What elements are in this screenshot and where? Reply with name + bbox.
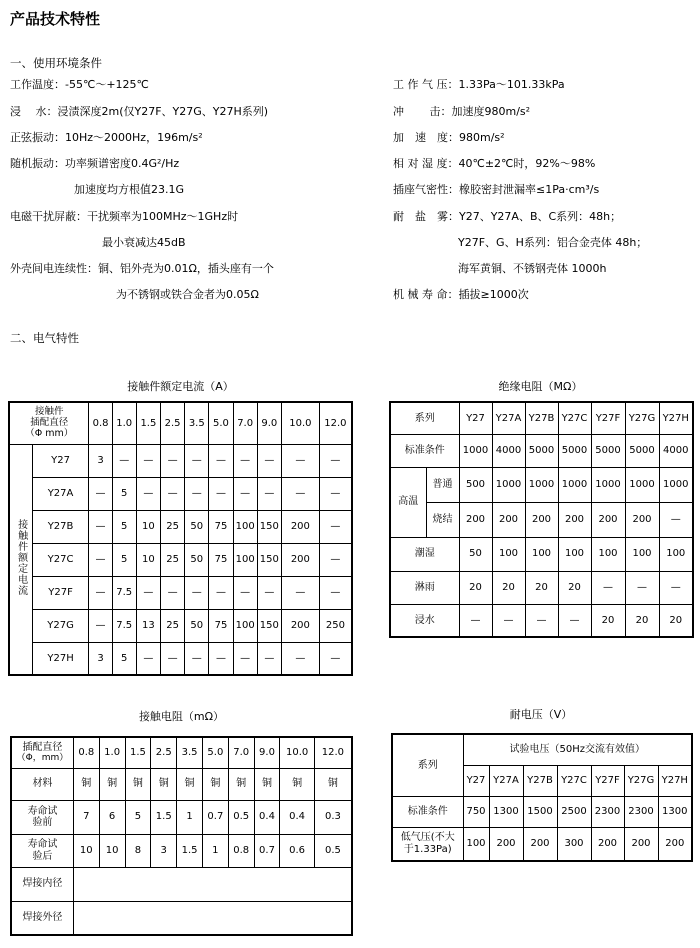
table-cell: 5000 [525, 434, 558, 467]
table-cell: 1300 [658, 796, 692, 827]
header-label-cell [11, 737, 73, 768]
table-cell: 3 [89, 642, 112, 675]
column-header: Y27F [591, 765, 624, 796]
table-cell: 50 [185, 609, 209, 642]
table-row [11, 901, 352, 935]
table-cell: — [160, 642, 184, 675]
voltage-table-title: 耐电压（V） [509, 708, 573, 721]
table-row [390, 502, 693, 537]
table-cell: — [281, 642, 319, 675]
table-cell: — [281, 477, 319, 510]
table-cell: 20 [591, 604, 625, 637]
table-row [9, 402, 352, 444]
table-cell: 7.5 [112, 609, 136, 642]
table-row [11, 800, 352, 834]
table-cell: 2300 [624, 796, 658, 827]
column-header: 5.0 [209, 402, 233, 444]
table-cell: 200 [624, 827, 658, 861]
env-right-line: 海军黄铜、不锈钢壳体 1000h [458, 262, 607, 275]
table-cell: 1 [202, 834, 228, 867]
table-cell: 10 [73, 834, 99, 867]
table-row [390, 434, 693, 467]
table-cell: 6 [99, 800, 125, 834]
row-label: 标准条件 [392, 796, 463, 827]
column-header: 1.0 [99, 737, 125, 768]
table-row [390, 402, 693, 434]
corner-header-line: 接触件 [34, 405, 64, 417]
table-cell: 3 [89, 444, 112, 477]
table-cell: 1.5 [151, 800, 177, 834]
table-cell: 0.6 [280, 834, 314, 867]
table-cell: 铜 [202, 768, 228, 800]
column-header: Y27G [625, 402, 659, 434]
column-header: 9.0 [257, 402, 281, 444]
table-cell: — [89, 510, 112, 543]
column-header: Y27B [525, 402, 558, 434]
table-row [9, 576, 352, 609]
table-cell: 铜 [314, 768, 352, 800]
row-label: 焊接外径 [11, 901, 73, 935]
header-label-line: 插配直径 [22, 741, 63, 753]
contact-resistance-table-title: 接触电阻（mΩ） [138, 710, 225, 723]
table-cell: 5 [112, 477, 136, 510]
table-cell: — [319, 510, 352, 543]
table-cell: — [591, 571, 625, 604]
column-header: 3.5 [177, 737, 203, 768]
column-header: Y27C [557, 765, 591, 796]
table-cell: 200 [459, 502, 492, 537]
table-cell: 5 [112, 510, 136, 543]
table-cell: 13 [136, 609, 160, 642]
table-cell: 50 [185, 510, 209, 543]
table-cell: — [136, 477, 160, 510]
env-right-line: 冲 击：加速度980m/s² [393, 105, 531, 118]
header-label-line: （Φ，mm） [16, 753, 69, 764]
table-cell: 2500 [557, 796, 591, 827]
table-cell: — [136, 642, 160, 675]
table-cell: 200 [489, 827, 523, 861]
table-cell: 20 [558, 571, 591, 604]
table-cell: 4000 [659, 434, 693, 467]
empty-cell [73, 867, 352, 901]
table-row [390, 571, 693, 604]
column-header: 7.0 [233, 402, 257, 444]
table-cell: 200 [558, 502, 591, 537]
row-label: Y27B [32, 510, 89, 543]
table-cell: 8 [125, 834, 151, 867]
table-cell: — [558, 604, 591, 637]
corner-header-line: 插配直径 [30, 416, 69, 428]
env-left-line: 为不锈钢或铁合金者为0.05Ω [116, 288, 259, 301]
table-cell: 0.7 [254, 834, 280, 867]
table-cell: 150 [257, 510, 281, 543]
table-cell: — [319, 642, 352, 675]
table-cell: 1000 [525, 467, 558, 502]
row-label: Y27F [32, 576, 89, 609]
rated-current-table-title: 接触件额定电流（A） [127, 380, 234, 393]
table-cell: 5000 [625, 434, 659, 467]
row-label: Y27A [32, 477, 89, 510]
table-cell: 20 [459, 571, 492, 604]
column-header: 12.0 [314, 737, 352, 768]
table-cell: — [160, 444, 184, 477]
row-label: 淋雨 [390, 571, 459, 604]
table-cell: — [185, 477, 209, 510]
column-header: 1.5 [136, 402, 160, 444]
table-cell: 0.8 [228, 834, 254, 867]
env-left-line: 加速度均方根值23.1G [74, 183, 185, 196]
table-cell: 200 [281, 609, 319, 642]
table-cell: 1000 [659, 467, 693, 502]
corner-header-line: （Φ mm） [25, 427, 74, 439]
table-cell: 100 [233, 543, 257, 576]
table-cell: — [136, 444, 160, 477]
table-cell: — [319, 576, 352, 609]
row-label: 材料 [11, 768, 73, 800]
row-label: 标准条件 [390, 434, 459, 467]
table-cell: 5 [112, 543, 136, 576]
table-cell: — [89, 477, 112, 510]
table-row [11, 768, 352, 800]
table-cell: 200 [281, 510, 319, 543]
table-row [392, 827, 692, 861]
env-right-line: 机 械 寿 命：插拔≥1000次 [393, 288, 529, 301]
table-cell: — [659, 502, 693, 537]
table-row [11, 867, 352, 901]
table-cell: 200 [591, 502, 625, 537]
table-cell: 5000 [591, 434, 625, 467]
table-cell: 25 [160, 543, 184, 576]
table-row [11, 834, 352, 867]
table-cell: 200 [281, 543, 319, 576]
table-cell: 100 [525, 537, 558, 571]
table-cell: — [160, 477, 184, 510]
table-cell: 0.3 [314, 800, 352, 834]
row-label-line: 寿命试 [27, 805, 58, 817]
corner-header-cell [9, 402, 89, 444]
column-header: Y27H [658, 765, 692, 796]
row-label: Y27H [32, 642, 89, 675]
table-row [392, 796, 692, 827]
table-cell: — [233, 477, 257, 510]
table-cell: 7 [73, 800, 99, 834]
env-right-line: 耐 盐 雾：Y27、Y27A、B、C系列：48h； [393, 210, 622, 223]
row-label-line: 验后 [32, 850, 53, 862]
table-cell: 150 [257, 609, 281, 642]
row-label: 普通 [426, 467, 459, 502]
table-cell: 铜 [73, 768, 99, 800]
side-label-cell [9, 444, 32, 675]
column-header: Y27H [659, 402, 693, 434]
table-cell: 0.5 [314, 834, 352, 867]
table-cell: 4000 [492, 434, 525, 467]
table-cell: — [89, 576, 112, 609]
table-cell: 3 [151, 834, 177, 867]
table-cell: 铜 [177, 768, 203, 800]
table-cell: — [233, 642, 257, 675]
table-row [9, 477, 352, 510]
column-header: 2.5 [160, 402, 184, 444]
column-header: 系列 [390, 402, 459, 434]
table-cell: 20 [525, 571, 558, 604]
table-cell: — [281, 444, 319, 477]
env-left-line: 电磁干扰屏蔽：干扰频率为100MHz～1GHz时 [10, 210, 239, 223]
table-row [9, 444, 352, 477]
env-left-line: 浸 水：浸渍深度2m(仅Y27F、Y27G、Y27H系列) [10, 105, 269, 118]
table-cell: — [160, 576, 184, 609]
table-cell: 铜 [254, 768, 280, 800]
column-header: Y27 [463, 765, 489, 796]
voltage-table [391, 733, 693, 862]
row-label [11, 834, 73, 867]
table-cell: — [525, 604, 558, 637]
table-cell: 200 [658, 827, 692, 861]
series-header: 系列 [392, 734, 463, 796]
table-cell: — [257, 444, 281, 477]
rated-current-table [8, 401, 353, 676]
env-right-line: 相 对 湿 度：40℃±2℃时，92%～98% [393, 157, 596, 170]
column-header: 12.0 [319, 402, 352, 444]
row-label [392, 827, 463, 861]
table-cell: 100 [591, 537, 625, 571]
column-header: 0.8 [89, 402, 112, 444]
column-header: 10.0 [281, 402, 319, 444]
env-right-line: 工 作 气 压：1.33Pa～101.33kPa [393, 78, 565, 91]
table-cell: 75 [209, 543, 233, 576]
table-cell: 1000 [591, 467, 625, 502]
row-label: Y27 [32, 444, 89, 477]
column-header: Y27 [459, 402, 492, 434]
column-header: 2.5 [151, 737, 177, 768]
table-cell: 20 [625, 604, 659, 637]
table-cell: — [209, 444, 233, 477]
table-cell: 0.4 [254, 800, 280, 834]
table-cell: 200 [625, 502, 659, 537]
table-cell: 1000 [558, 467, 591, 502]
insulation-table [389, 401, 694, 638]
column-header: Y27C [558, 402, 591, 434]
row-label: 烧结 [426, 502, 459, 537]
table-cell: 1000 [625, 467, 659, 502]
column-header: 3.5 [185, 402, 209, 444]
table-cell: 铜 [280, 768, 314, 800]
table-cell: — [257, 477, 281, 510]
table-cell: — [319, 543, 352, 576]
insulation-table-title: 绝缘电阻（MΩ） [498, 380, 583, 393]
table-cell: 5000 [558, 434, 591, 467]
table-cell: 5 [112, 642, 136, 675]
row-label: 浸水 [390, 604, 459, 637]
table-cell: 50 [185, 543, 209, 576]
table-cell: 100 [625, 537, 659, 571]
table-row [392, 734, 692, 765]
column-header: Y27G [624, 765, 658, 796]
table-row [390, 467, 693, 502]
table-cell: 50 [459, 537, 492, 571]
table-cell: — [257, 576, 281, 609]
table-cell: 1 [177, 800, 203, 834]
table-cell: 7.5 [112, 576, 136, 609]
table-cell: 5 [125, 800, 151, 834]
test-voltage-header: 试验电压（50Hz交流有效值） [463, 734, 692, 765]
table-row [9, 510, 352, 543]
env-right-line: 插座气密性：橡胶密封泄漏率≤1Pa·cm³/s [393, 183, 600, 196]
table-cell: — [112, 444, 136, 477]
table-cell: 2300 [591, 796, 624, 827]
row-label: 潮湿 [390, 537, 459, 571]
column-header: Y27B [523, 765, 557, 796]
table-cell: 200 [492, 502, 525, 537]
table-cell: 10 [136, 510, 160, 543]
env-left-line: 正弦振动：10Hz～2000Hz，196m/s² [10, 131, 203, 144]
table-cell: — [233, 576, 257, 609]
table-cell: 250 [319, 609, 352, 642]
env-right-line: Y27F、G、H系列：铝合金壳体 48h； [458, 236, 648, 249]
table-cell: — [89, 609, 112, 642]
table-cell: 100 [492, 537, 525, 571]
column-header: Y27F [591, 402, 625, 434]
table-cell: 200 [525, 502, 558, 537]
table-cell: 750 [463, 796, 489, 827]
table-cell: — [209, 576, 233, 609]
side-label: 接触件额定电流 [15, 519, 27, 596]
column-header: 7.0 [228, 737, 254, 768]
table-cell: 0.7 [202, 800, 228, 834]
table-cell: — [659, 571, 693, 604]
env-left-line: 最小衰减达45dB [102, 236, 186, 249]
page-title: 产品技术特性 [10, 10, 101, 28]
table-cell: — [625, 571, 659, 604]
table-cell: — [492, 604, 525, 637]
table-cell: — [233, 444, 257, 477]
table-cell: — [209, 642, 233, 675]
table-cell: 150 [257, 543, 281, 576]
table-cell: 100 [463, 827, 489, 861]
table-cell: 75 [209, 609, 233, 642]
table-cell: — [319, 444, 352, 477]
table-row [9, 543, 352, 576]
table-cell: — [257, 642, 281, 675]
table-row [9, 642, 352, 675]
table-cell: 100 [233, 609, 257, 642]
row-label-line: 低气压(不大 [400, 832, 455, 844]
table-cell: — [89, 543, 112, 576]
table-cell: — [319, 477, 352, 510]
table-cell: 20 [659, 604, 693, 637]
table-cell: 100 [659, 537, 693, 571]
row-label [11, 800, 73, 834]
table-cell: 10 [99, 834, 125, 867]
table-cell: 0.4 [280, 800, 314, 834]
table-cell: 200 [591, 827, 624, 861]
row-group-label: 高温 [390, 467, 426, 537]
table-cell: — [281, 576, 319, 609]
row-label: Y27G [32, 609, 89, 642]
table-cell: 铜 [228, 768, 254, 800]
row-label: Y27C [32, 543, 89, 576]
env-right-line: 加 速 度：980m/s² [393, 131, 505, 144]
row-label-line: 寿命试 [27, 839, 58, 850]
column-header: 9.0 [254, 737, 280, 768]
table-cell: 25 [160, 510, 184, 543]
table-cell: 铜 [151, 768, 177, 800]
column-header: Y27A [492, 402, 525, 434]
column-header: 1.0 [112, 402, 136, 444]
column-header: 5.0 [202, 737, 228, 768]
table-cell: 100 [233, 510, 257, 543]
table-cell: — [185, 642, 209, 675]
table-cell: — [459, 604, 492, 637]
table-cell: 铜 [99, 768, 125, 800]
env-left-line: 外壳间电连续性：铜、铝外壳为0.01Ω，插头座有一个 [10, 262, 274, 275]
table-cell: 25 [160, 609, 184, 642]
table-cell: 10 [136, 543, 160, 576]
table-cell: — [185, 576, 209, 609]
table-cell: 75 [209, 510, 233, 543]
table-cell: 0.5 [228, 800, 254, 834]
table-row [390, 604, 693, 637]
table-cell: 500 [459, 467, 492, 502]
table-cell: 1500 [523, 796, 557, 827]
empty-cell [73, 901, 352, 935]
column-header: Y27A [489, 765, 523, 796]
row-label-line: 验前 [32, 817, 53, 828]
row-label-line: 于1.33Pa) [403, 843, 452, 855]
table-row [11, 737, 352, 768]
table-cell: — [209, 477, 233, 510]
row-label: 焊接内径 [11, 867, 73, 901]
section-environment-heading: 一、使用环境条件 [10, 56, 102, 70]
column-header: 1.5 [125, 737, 151, 768]
table-cell: 20 [492, 571, 525, 604]
column-header: 0.8 [73, 737, 99, 768]
table-cell: 铜 [125, 768, 151, 800]
table-cell: 100 [558, 537, 591, 571]
table-row [390, 537, 693, 571]
table-cell: — [136, 576, 160, 609]
table-cell: 1000 [459, 434, 492, 467]
env-left-line: 随机振动：功率频谱密度0.4G²/Hz [10, 157, 180, 170]
table-cell: — [185, 444, 209, 477]
table-row [9, 609, 352, 642]
section-electrical-heading: 二、电气特性 [10, 331, 79, 345]
contact-resistance-table [10, 736, 353, 936]
table-cell: 200 [523, 827, 557, 861]
table-cell: 1.5 [177, 834, 203, 867]
column-header: 10.0 [280, 737, 314, 768]
table-cell: 1300 [489, 796, 523, 827]
table-cell: 300 [557, 827, 591, 861]
env-left-line: 工作温度：-55℃～+125℃ [10, 78, 149, 91]
table-cell: 1000 [492, 467, 525, 502]
